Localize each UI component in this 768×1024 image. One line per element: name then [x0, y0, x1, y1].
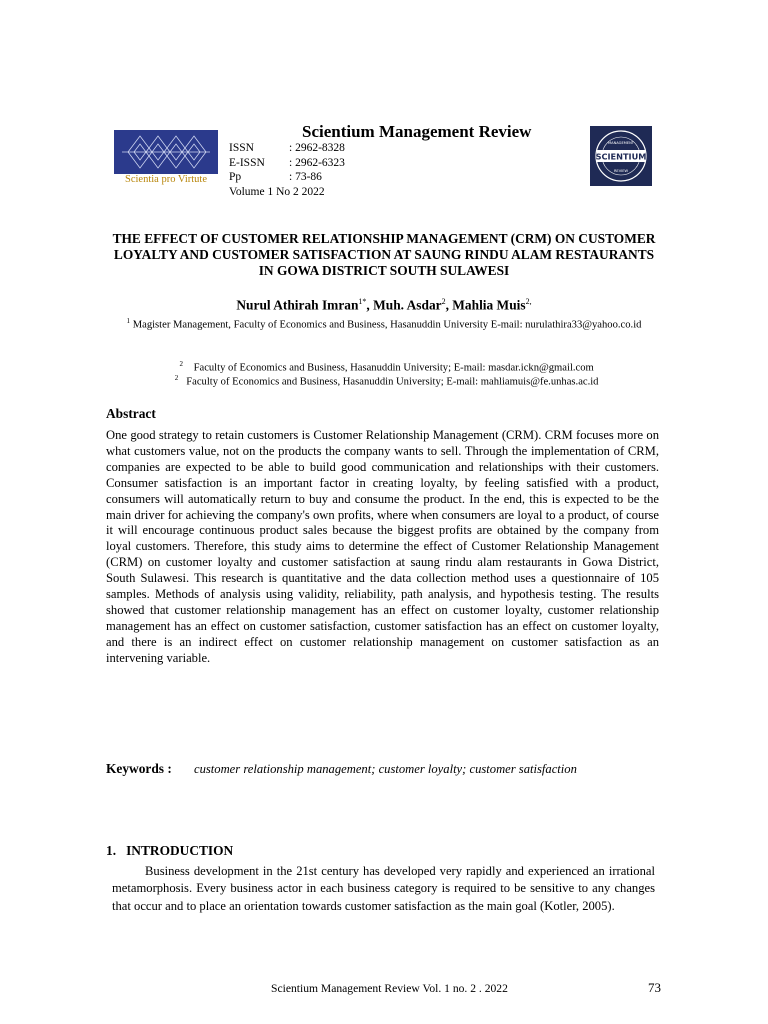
affiliation-sup: 1	[126, 317, 131, 325]
meta-value: : 2962-6323	[289, 156, 345, 169]
meta-eissn	[229, 156, 345, 171]
author-name: Mahlia Muis	[452, 297, 526, 313]
affiliation-sup: 2	[179, 359, 183, 368]
author-sup: 1*	[358, 297, 367, 306]
journal-meta	[229, 141, 345, 199]
affiliation-text: Faculty of Economics and Business, Hasanuddin University; E-mail: masdar.ickn@gmail.com	[183, 362, 594, 374]
affiliation-3	[106, 358, 662, 389]
affiliation-text: Faculty of Economics and Business, Hasanuddin University; E-mail: mahliamuis@fe.unhas.ac.id	[178, 376, 599, 388]
meta-value: : 2962-8328	[289, 142, 345, 154]
meta-key: Pp	[229, 171, 242, 183]
meta-key: E-ISSN	[229, 156, 265, 169]
introduction-text: Business development in the 21st century has developed very rapidly and experienced an irrational metamorphosis. Every business actor in each business category is required to be sensitive to any changes that occur and to place an orientation towards customer satisfaction as the main goal (Kotler, 2005).	[112, 864, 655, 913]
meta-volume: Volume 1 No 2 2022	[229, 185, 325, 198]
author-sup: 2,	[525, 297, 532, 306]
author-sep: ,	[366, 297, 374, 313]
abstract-heading: Abstract	[106, 406, 156, 421]
meta-pages	[229, 170, 345, 185]
author-list	[112, 297, 656, 313]
author-sup: 2	[441, 297, 446, 306]
affiliation-sup: 2	[174, 373, 179, 382]
scientia-emblem-icon	[114, 130, 218, 174]
paper-title: THE EFFECT OF CUSTOMER RELATIONSHIP MANAGEMENT (CRM) ON CUSTOMER LOYALTY AND CUSTOMER SATISFACTION AT SAUNG RINDU ALAM RESTAURANTS IN GOWA DISTRICT SOUTH SULAWESI	[112, 231, 656, 278]
journal-logo-left	[114, 130, 218, 192]
journal-title: Scientium Management Review	[302, 122, 532, 141]
author-name: Nurul Athirah Imran	[236, 297, 359, 313]
affiliation-text: Magister Management, Faculty of Economics and Business, Hasanuddin University E-mail: nurulathira33@yahoo.co.id	[130, 319, 642, 331]
author-sep: ,	[445, 297, 453, 313]
affiliation-1	[106, 315, 662, 332]
author-name: Muh. Asdar	[373, 297, 442, 313]
page-footer: Scientium Management Review Vol. 1 no. 2 . 2022	[271, 982, 508, 995]
seal-ring-top: MANAGEMENT	[608, 141, 634, 145]
section-heading-introduction: 1. INTRODUCTION	[106, 843, 234, 858]
keywords-label: Keywords :	[106, 761, 172, 776]
logo-motto: Scientia pro Virtute	[125, 174, 207, 185]
page-number: 73	[648, 980, 661, 995]
abstract-text: One good strategy to retain customers is Customer Relationship Management (CRM). CRM focuses more on what customers value, not on the products the company wants to sell. Through the implementation of CRM, companies are expected to be able to build good communication and relationships with their customers. Consumer satisfaction is an important factor in creating loyalty, by feeling satisfied with a product, consumers will automatically return to buy and consume the product. In the end, this is expected to be the main driver for achieving the company's own profits, where when consumers are loyal to a product, of course it will encourage continuous product sales because the biggest profits are obtained by the company from loyal customers. Therefore, this study aims to determine the effect of Customer Relationship Management (CRM) on customer loyalty and customer satisfaction at saung rindu alam restaurants in Gowa District, South Sulawesi. This research is quantitative and the data collection method uses a questionnaire of 105 samples. Methods of analysis using validity, reliability, path analysis, and hypothesis testing. The results showed that customer relationship management has an effect on customer loyalty, customer relationship management has an effect on customer satisfaction, customer satisfaction has an effect on customer loyalty, and there is an indirect effect on customer relationship management on customer satisfaction as an intervening variable.	[106, 428, 659, 665]
seal-text: SCIENTIUM	[595, 151, 647, 162]
journal-logo-right	[590, 126, 652, 186]
keywords-text: customer relationship management; customer loyalty; customer satisfaction	[194, 762, 577, 776]
seal-ring-bottom: REVIEW	[613, 169, 629, 173]
meta-issn	[229, 141, 345, 156]
meta-value: : 73-86	[289, 171, 322, 183]
scientium-seal-icon	[590, 126, 652, 186]
meta-key: ISSN	[229, 142, 254, 154]
